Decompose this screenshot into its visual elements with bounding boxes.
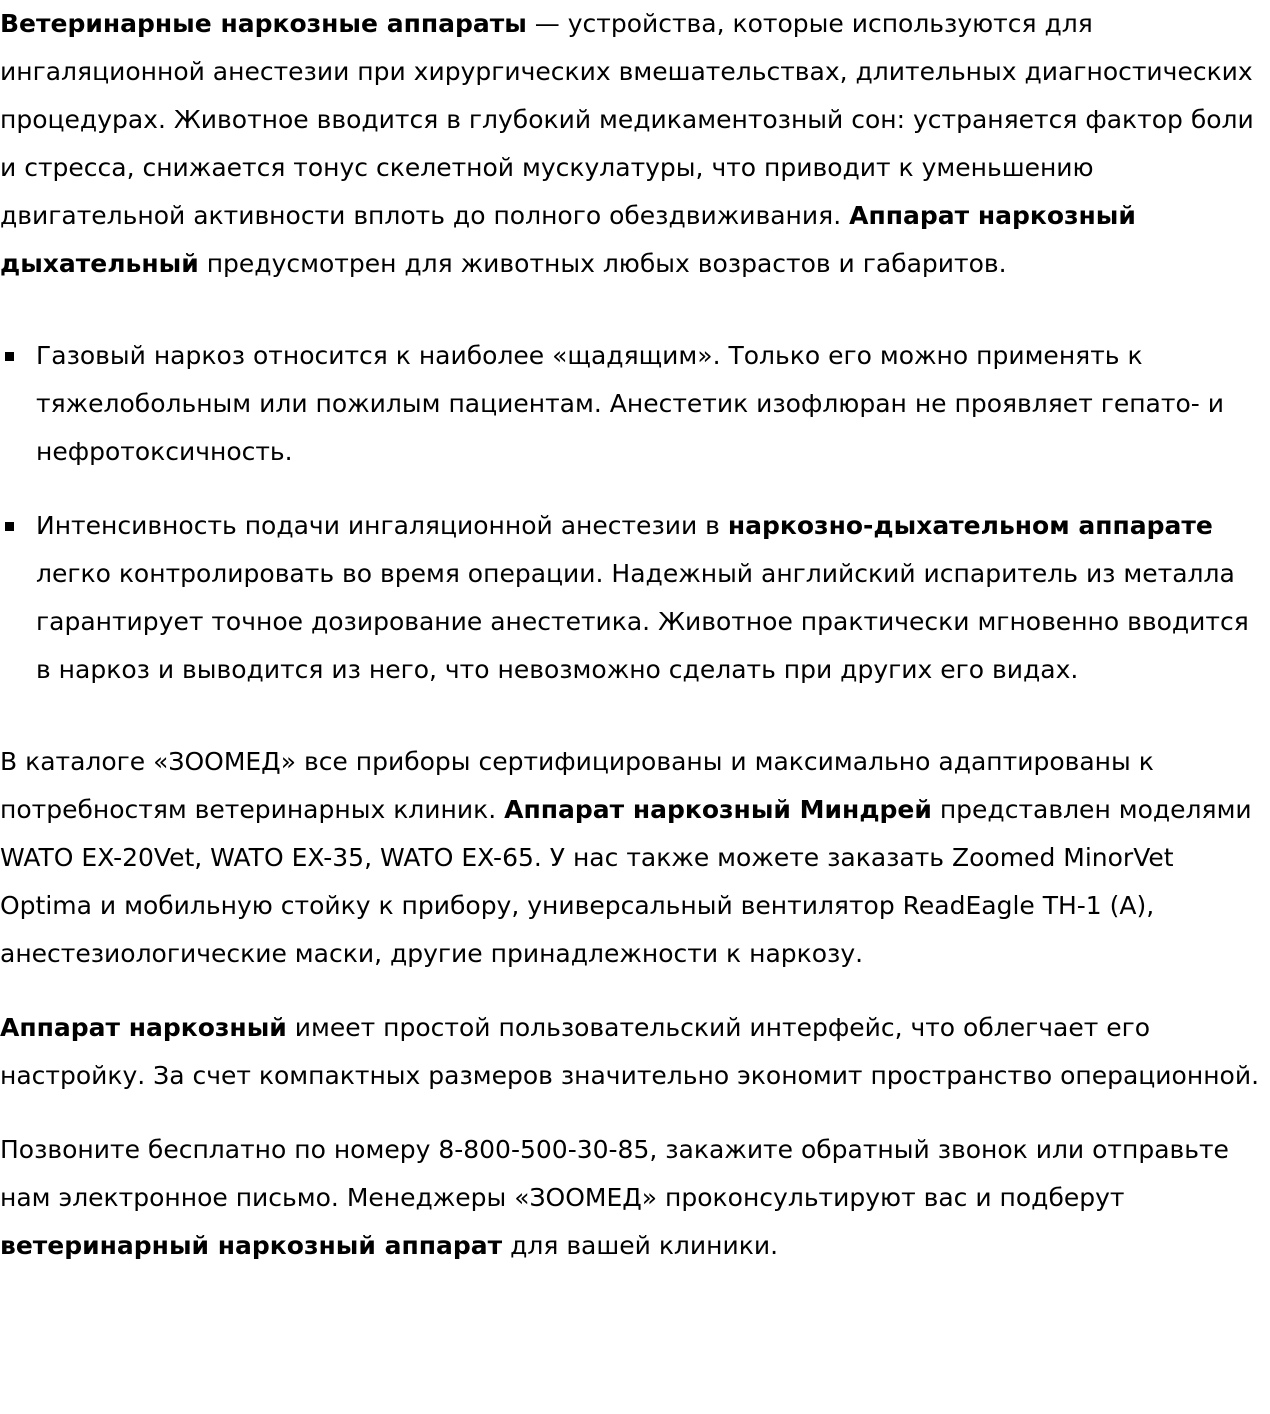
square-bullet-icon — [5, 522, 14, 531]
list-item-text: Интенсивность подачи ингаляционной анестезии в — [36, 511, 728, 540]
catalog-paragraph — [0, 738, 1270, 978]
list-item-text-2: легко контролировать во время операции. Надежный английский испаритель из металла гарантирует точное дозирование анестетика. Животное практически мгновенно вводится в наркоз и выводится из него, что невозможно сделать при других его видах. — [36, 559, 1249, 684]
intro-bold-term: Ветеринарные наркозные аппараты — [0, 9, 527, 38]
square-bullet-icon — [5, 352, 14, 361]
contact-paragraph — [0, 1126, 1270, 1270]
catalog-text-2: представлен моделями WATO EX-20Vet, WATO EX-35, WATO EX-65. У нас также можете заказать Zoomed MinorVet Optima и мобильную стойку к прибору, универсальный вентилятор ReadEagle TH-1 (A), анестезиологические маски, другие принадлежности к наркозу. — [0, 795, 1252, 968]
list-item-text: Газовый наркоз относится к наиболее «щадящим». Только его можно применять к тяжелобольным или пожилым пациентам. Анестетик изофлюран не проявляет гепато- и нефротоксичность. — [36, 341, 1224, 466]
contact-bold-term: ветеринарный наркозный аппарат — [0, 1231, 503, 1260]
contact-text: Позвоните бесплатно по номеру 8-800-500-30-85, закажите обратный звонок или отправьте нам электронное письмо. Менеджеры «ЗООМЕД» проконсультируют вас и подберут — [0, 1135, 1229, 1212]
intro-text: — устройства, которые используются для ингаляционной анестезии при хирургических вмешательствах, длительных диагностических процедурах. Животное вводится в глубокий медикаментозный сон: устраняется фактор боли и стресса, снижается тонус скелетной мускулатуры, что приводит к уменьшению двигательной активности вплоть до полного обездвиживания. — [0, 9, 1254, 230]
interface-text: имеет простой пользовательский интерфейс, что облегчает его настройку. За счет компактных размеров значительно экономит пространство операционной. — [0, 1013, 1260, 1090]
list-item-bold-term: наркозно-дыхательном аппарате — [727, 511, 1213, 540]
list-item — [0, 502, 1270, 694]
list-item — [0, 332, 1270, 476]
contact-text-2: для вашей клиники. — [502, 1231, 779, 1260]
intro-paragraph — [0, 0, 1270, 288]
intro-text-2: предусмотрен для животных любых возрастов и габаритов. — [198, 249, 1007, 278]
interface-paragraph — [0, 1004, 1270, 1100]
catalog-bold-term: Аппарат наркозный Миндрей — [504, 795, 932, 824]
interface-bold-term: Аппарат наркозный — [0, 1013, 287, 1042]
catalog-text: В каталоге «ЗООМЕД» все приборы сертифицированы и максимально адаптированы к потребностям ветеринарных клиник. — [0, 747, 1154, 824]
features-list — [0, 332, 1270, 694]
intro-bold-term-2: Аппарат наркозный дыхательный — [0, 201, 1136, 278]
